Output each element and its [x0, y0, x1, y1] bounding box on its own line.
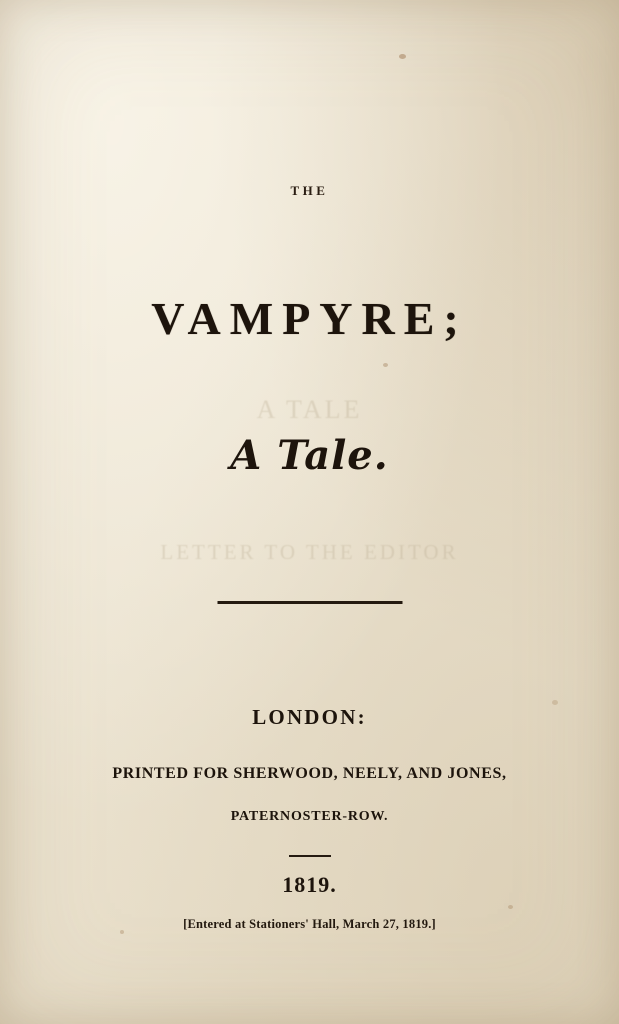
book-subtitle: A Tale.	[230, 432, 389, 479]
imprint-city: LONDON:	[252, 705, 367, 729]
entry-notice: [Entered at Stationers' Hall, March 27, 1819.]	[183, 917, 436, 931]
imprint-printer: PRINTED FOR SHERWOOD, NEELY, AND JONES,	[112, 765, 507, 782]
showthrough-line: A TALE	[256, 395, 363, 424]
showthrough-line: LETTER TO THE EDITOR	[160, 540, 459, 564]
article-the: THE	[290, 183, 329, 198]
divider-rule-small	[289, 855, 331, 857]
imprint-year: 1819.	[282, 872, 337, 897]
imprint-street: PATERNOSTER-ROW.	[230, 809, 389, 824]
book-title: VAMPYRE;	[151, 293, 468, 344]
divider-rule	[217, 601, 402, 604]
